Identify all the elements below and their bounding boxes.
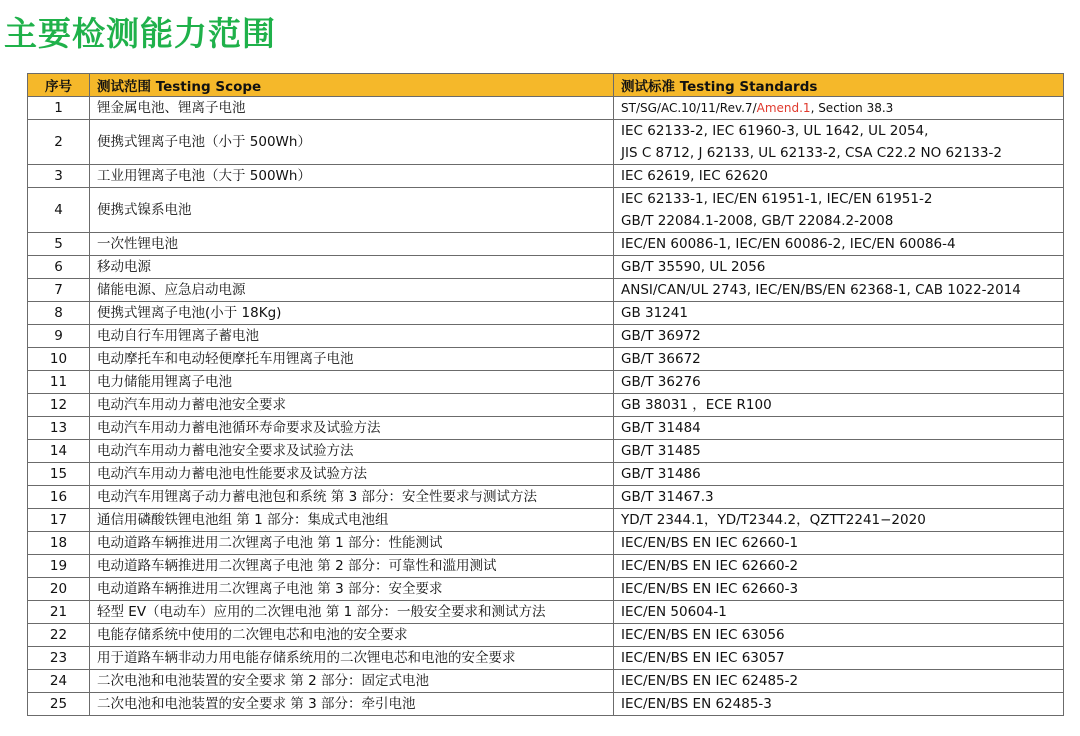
- row-number: 13: [28, 417, 90, 440]
- standard-line: GB/T 36672: [621, 351, 701, 367]
- table-row: [28, 440, 1064, 463]
- table-row: [28, 348, 1064, 371]
- standard-line: GB/T 36972: [621, 328, 701, 344]
- amendment-highlight: Amend.1: [756, 101, 811, 115]
- standard-line: IEC/EN/BS EN IEC 62660-2: [621, 558, 799, 574]
- row-number: 3: [28, 165, 90, 188]
- row-number: 6: [28, 256, 90, 279]
- table-row: [28, 325, 1064, 348]
- row-standards: [614, 578, 1064, 601]
- header-number: 序号: [28, 74, 90, 97]
- row-scope: 二次电池和电池装置的安全要求 第 2 部分：固定式电池: [90, 670, 614, 693]
- table-row: [28, 165, 1064, 188]
- row-standards: [614, 624, 1064, 647]
- row-standards: [614, 97, 1064, 120]
- table-header-row: [28, 74, 1064, 97]
- row-scope: 轻型 EV（电动车）应用的二次锂电池 第 1 部分：一般安全要求和测试方法: [90, 601, 614, 624]
- row-standards: [614, 555, 1064, 578]
- row-number: 20: [28, 578, 90, 601]
- standard-line: ANSI/CAN/UL 2743, IEC/EN/BS/EN 62368-1, CAB 1022-2014: [621, 282, 1021, 298]
- standard-line: JIS C 8712, J 62133, UL 62133-2, CSA C22.2 NO 62133-2: [621, 145, 1002, 161]
- row-scope: 便携式锂离子电池(小于 18Kg): [90, 302, 614, 325]
- header-testing-scope: 测试范围 Testing Scope: [90, 74, 614, 97]
- row-scope: 锂金属电池、锂离子电池: [90, 97, 614, 120]
- standard-line: IEC/EN/BS EN IEC 62660-1: [621, 535, 799, 551]
- row-scope: 通信用磷酸铁锂电池组 第 1 部分：集成式电池组: [90, 509, 614, 532]
- standard-line: IEC 62133-1, IEC/EN 61951-1, IEC/EN 61951-2: [621, 191, 933, 207]
- table-row: [28, 97, 1064, 120]
- standard-line: IEC 62619, IEC 62620: [621, 168, 768, 184]
- row-number: 15: [28, 463, 90, 486]
- row-standards: [614, 532, 1064, 555]
- standard-line: GB/T 31467.3: [621, 489, 714, 505]
- row-number: 12: [28, 394, 90, 417]
- row-number: 2: [28, 120, 90, 165]
- row-standards: [614, 120, 1064, 165]
- standard-line: GB 38031 ，ECE R100: [621, 397, 772, 413]
- row-standards: [614, 325, 1064, 348]
- row-scope: 电能存储系统中使用的二次锂电芯和电池的安全要求: [90, 624, 614, 647]
- row-number: 24: [28, 670, 90, 693]
- table-row: [28, 463, 1064, 486]
- row-number: 21: [28, 601, 90, 624]
- standard-line: GB/T 22084.1-2008, GB/T 22084.2-2008: [621, 213, 894, 229]
- row-standards: [614, 693, 1064, 716]
- standard-line: IEC/EN/BS EN IEC 63057: [621, 650, 785, 666]
- standard-line: IEC/EN 50604-1: [621, 604, 727, 620]
- table-row: [28, 417, 1064, 440]
- row-number: 16: [28, 486, 90, 509]
- standard-line: GB/T 31486: [621, 466, 701, 482]
- standard-line: IEC 62133-2, IEC 61960-3, UL 1642, UL 2054,: [621, 123, 929, 139]
- row-standards: [614, 348, 1064, 371]
- row-scope: 电动道路车辆推进用二次锂离子电池 第 2 部分：可靠性和滥用测试: [90, 555, 614, 578]
- row-number: 22: [28, 624, 90, 647]
- table-row: [28, 233, 1064, 256]
- standard-line: IEC/EN/BS EN IEC 63056: [621, 627, 785, 643]
- row-scope: 电动汽车用动力蓄电池循环寿命要求及试验方法: [90, 417, 614, 440]
- row-scope: 电动汽车用动力蓄电池安全要求: [90, 394, 614, 417]
- table-row: [28, 578, 1064, 601]
- row-number: 1: [28, 97, 90, 120]
- row-standards: [614, 486, 1064, 509]
- row-number: 9: [28, 325, 90, 348]
- row-scope: 电动摩托车和电动轻便摩托车用锂离子电池: [90, 348, 614, 371]
- standard-line: IEC/EN/BS EN 62485-3: [621, 696, 772, 712]
- row-scope: 电动道路车辆推进用二次锂离子电池 第 3 部分：安全要求: [90, 578, 614, 601]
- row-scope: 储能电源、应急启动电源: [90, 279, 614, 302]
- row-scope: 便携式镍系电池: [90, 188, 614, 233]
- row-standards: [614, 233, 1064, 256]
- row-scope: 二次电池和电池装置的安全要求 第 3 部分：牵引电池: [90, 693, 614, 716]
- row-standards: [614, 440, 1064, 463]
- row-standards: [614, 601, 1064, 624]
- standard-text: ST/SG/AC.10/11/Rev.7/: [621, 101, 757, 115]
- row-number: 5: [28, 233, 90, 256]
- table-row: [28, 371, 1064, 394]
- standard-line: GB/T 35590, UL 2056: [621, 259, 766, 275]
- table-row: [28, 486, 1064, 509]
- row-standards: [614, 670, 1064, 693]
- standard-line: YD/T 2344.1，YD/T2344.2，QZTT2241−2020: [621, 512, 926, 528]
- row-standards: [614, 394, 1064, 417]
- row-standards: [614, 302, 1064, 325]
- standard-line: GB 31241: [621, 305, 688, 321]
- standard-line: IEC/EN/BS EN IEC 62485-2: [621, 673, 799, 689]
- table-row: [28, 601, 1064, 624]
- page-title: 主要检测能力范围: [4, 14, 276, 53]
- row-number: 19: [28, 555, 90, 578]
- standard-line: GB/T 36276: [621, 374, 701, 390]
- row-number: 10: [28, 348, 90, 371]
- standard-line: GB/T 31485: [621, 443, 701, 459]
- row-standards: [614, 188, 1064, 233]
- table-row: [28, 394, 1064, 417]
- standard-line: GB/T 31484: [621, 420, 701, 436]
- table-row: [28, 120, 1064, 165]
- row-standards: [614, 463, 1064, 486]
- row-scope: 一次性锂电池: [90, 233, 614, 256]
- standard-line: IEC/EN/BS EN IEC 62660-3: [621, 581, 799, 597]
- row-scope: 电力储能用锂离子电池: [90, 371, 614, 394]
- table-row: [28, 279, 1064, 302]
- testing-scope-table: [27, 73, 1064, 716]
- table-row: [28, 509, 1064, 532]
- table-row: [28, 693, 1064, 716]
- table-row: [28, 302, 1064, 325]
- row-standards: [614, 256, 1064, 279]
- standard-text: , Section 38.3: [810, 101, 894, 115]
- row-standards: [614, 371, 1064, 394]
- row-scope: 电动道路车辆推进用二次锂离子电池 第 1 部分：性能测试: [90, 532, 614, 555]
- row-number: 18: [28, 532, 90, 555]
- row-scope: 便携式锂离子电池（小于 500Wh）: [90, 120, 614, 165]
- row-scope: 电动自行车用锂离子蓄电池: [90, 325, 614, 348]
- table-row: [28, 532, 1064, 555]
- row-scope: 电动汽车用动力蓄电池安全要求及试验方法: [90, 440, 614, 463]
- row-number: 23: [28, 647, 90, 670]
- row-standards: [614, 417, 1064, 440]
- row-scope: 电动汽车用动力蓄电池电性能要求及试验方法: [90, 463, 614, 486]
- table-row: [28, 647, 1064, 670]
- row-scope: 工业用锂离子电池（大于 500Wh）: [90, 165, 614, 188]
- table-row: [28, 256, 1064, 279]
- row-number: 8: [28, 302, 90, 325]
- row-standards: [614, 647, 1064, 670]
- table-row: [28, 624, 1064, 647]
- row-number: 14: [28, 440, 90, 463]
- table-row: [28, 670, 1064, 693]
- row-scope: 电动汽车用锂离子动力蓄电池包和系统 第 3 部分：安全性要求与测试方法: [90, 486, 614, 509]
- row-standards: [614, 279, 1064, 302]
- row-number: 17: [28, 509, 90, 532]
- row-scope: 移动电源: [90, 256, 614, 279]
- row-number: 11: [28, 371, 90, 394]
- row-number: 7: [28, 279, 90, 302]
- row-number: 4: [28, 188, 90, 233]
- row-standards: [614, 509, 1064, 532]
- header-testing-standards: 测试标准 Testing Standards: [614, 74, 1064, 97]
- row-scope: 用于道路车辆非动力用电能存储系统用的二次锂电芯和电池的安全要求: [90, 647, 614, 670]
- table-row: [28, 555, 1064, 578]
- table-row: [28, 188, 1064, 233]
- row-standards: [614, 165, 1064, 188]
- row-number: 25: [28, 693, 90, 716]
- standard-line: IEC/EN 60086-1, IEC/EN 60086-2, IEC/EN 60086-4: [621, 236, 956, 252]
